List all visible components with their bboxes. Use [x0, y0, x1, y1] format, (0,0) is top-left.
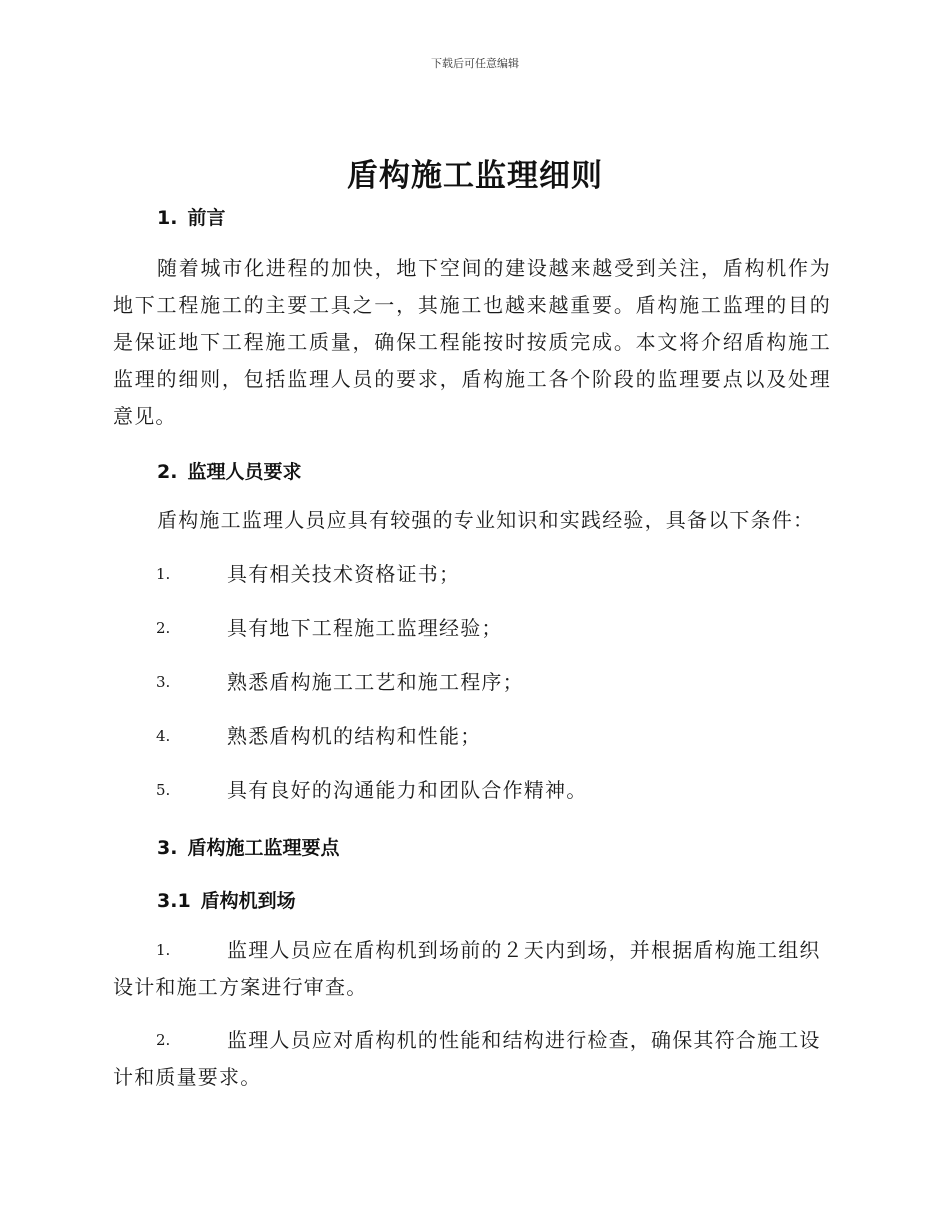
list-item-text: 监理人员应在盾构机到场前的２天内到场，并根据盾构施工组织设计和施工方案进行审查。	[113, 938, 821, 999]
document-title: 盾构施工监理细则	[347, 158, 603, 194]
list-item-number: 3.	[156, 673, 171, 691]
section-heading-3	[157, 833, 339, 860]
list-item	[113, 932, 832, 1006]
list-item-text: 熟悉盾构施工工艺和施工程序；	[227, 670, 524, 694]
list-item-text: 具有地下工程施工监理经验；	[227, 616, 503, 640]
list-item-text: 监理人员应对盾构机的性能和结构进行检查，确保其符合施工设计和质量要求。	[113, 1028, 821, 1089]
section-label: 盾构施工监理要点	[187, 837, 340, 859]
list-item	[113, 1022, 832, 1096]
list-item-text: 具有良好的沟通能力和团队合作精神。	[227, 778, 588, 802]
list-item	[156, 664, 832, 701]
requirements-lead-paragraph: 盾构施工监理人员应具有较强的专业知识和实践经验，具备以下条件：	[157, 508, 815, 532]
section-label: 盾构机到场	[200, 890, 296, 912]
list-item-number: 1.	[156, 941, 171, 959]
section-label: 前言	[187, 207, 226, 229]
list-item-number: 2.	[156, 1031, 171, 1049]
list-item-number: 4.	[156, 727, 171, 745]
list-item	[156, 556, 832, 593]
list-item-number: 1.	[156, 565, 171, 583]
section-number: 3.1	[157, 890, 191, 912]
page-header-note: 下载后可任意编辑	[431, 57, 519, 70]
intro-paragraph: 随着城市化进程的加快，地下空间的建设越来越受到关注，盾构机作为地下工程施工的主要工具之一，其施工也越来越重要。盾构施工监理的目的是保证地下工程施工质量，确保工程能按时按质完成。本文将介绍盾构施工监理的细则，包括监理人员的要求，盾构施工各个阶段的监理要点以及处理意见。	[113, 256, 831, 428]
section-label: 监理人员要求	[187, 461, 302, 483]
list-item	[156, 772, 832, 809]
section-number: 1.	[157, 207, 178, 229]
subsection-heading-3-1	[157, 886, 296, 913]
list-item	[156, 610, 832, 647]
section-heading-2	[157, 457, 301, 484]
section-number: 3.	[157, 837, 178, 859]
list-item-number: 5.	[156, 781, 171, 799]
list-item	[156, 718, 832, 755]
section-heading-1	[157, 203, 225, 230]
list-item-text: 具有相关技术资格证书；	[227, 562, 461, 586]
section-number: 2.	[157, 461, 178, 483]
list-item-number: 2.	[156, 619, 171, 637]
list-item-text: 熟悉盾构机的结构和性能；	[227, 724, 482, 748]
